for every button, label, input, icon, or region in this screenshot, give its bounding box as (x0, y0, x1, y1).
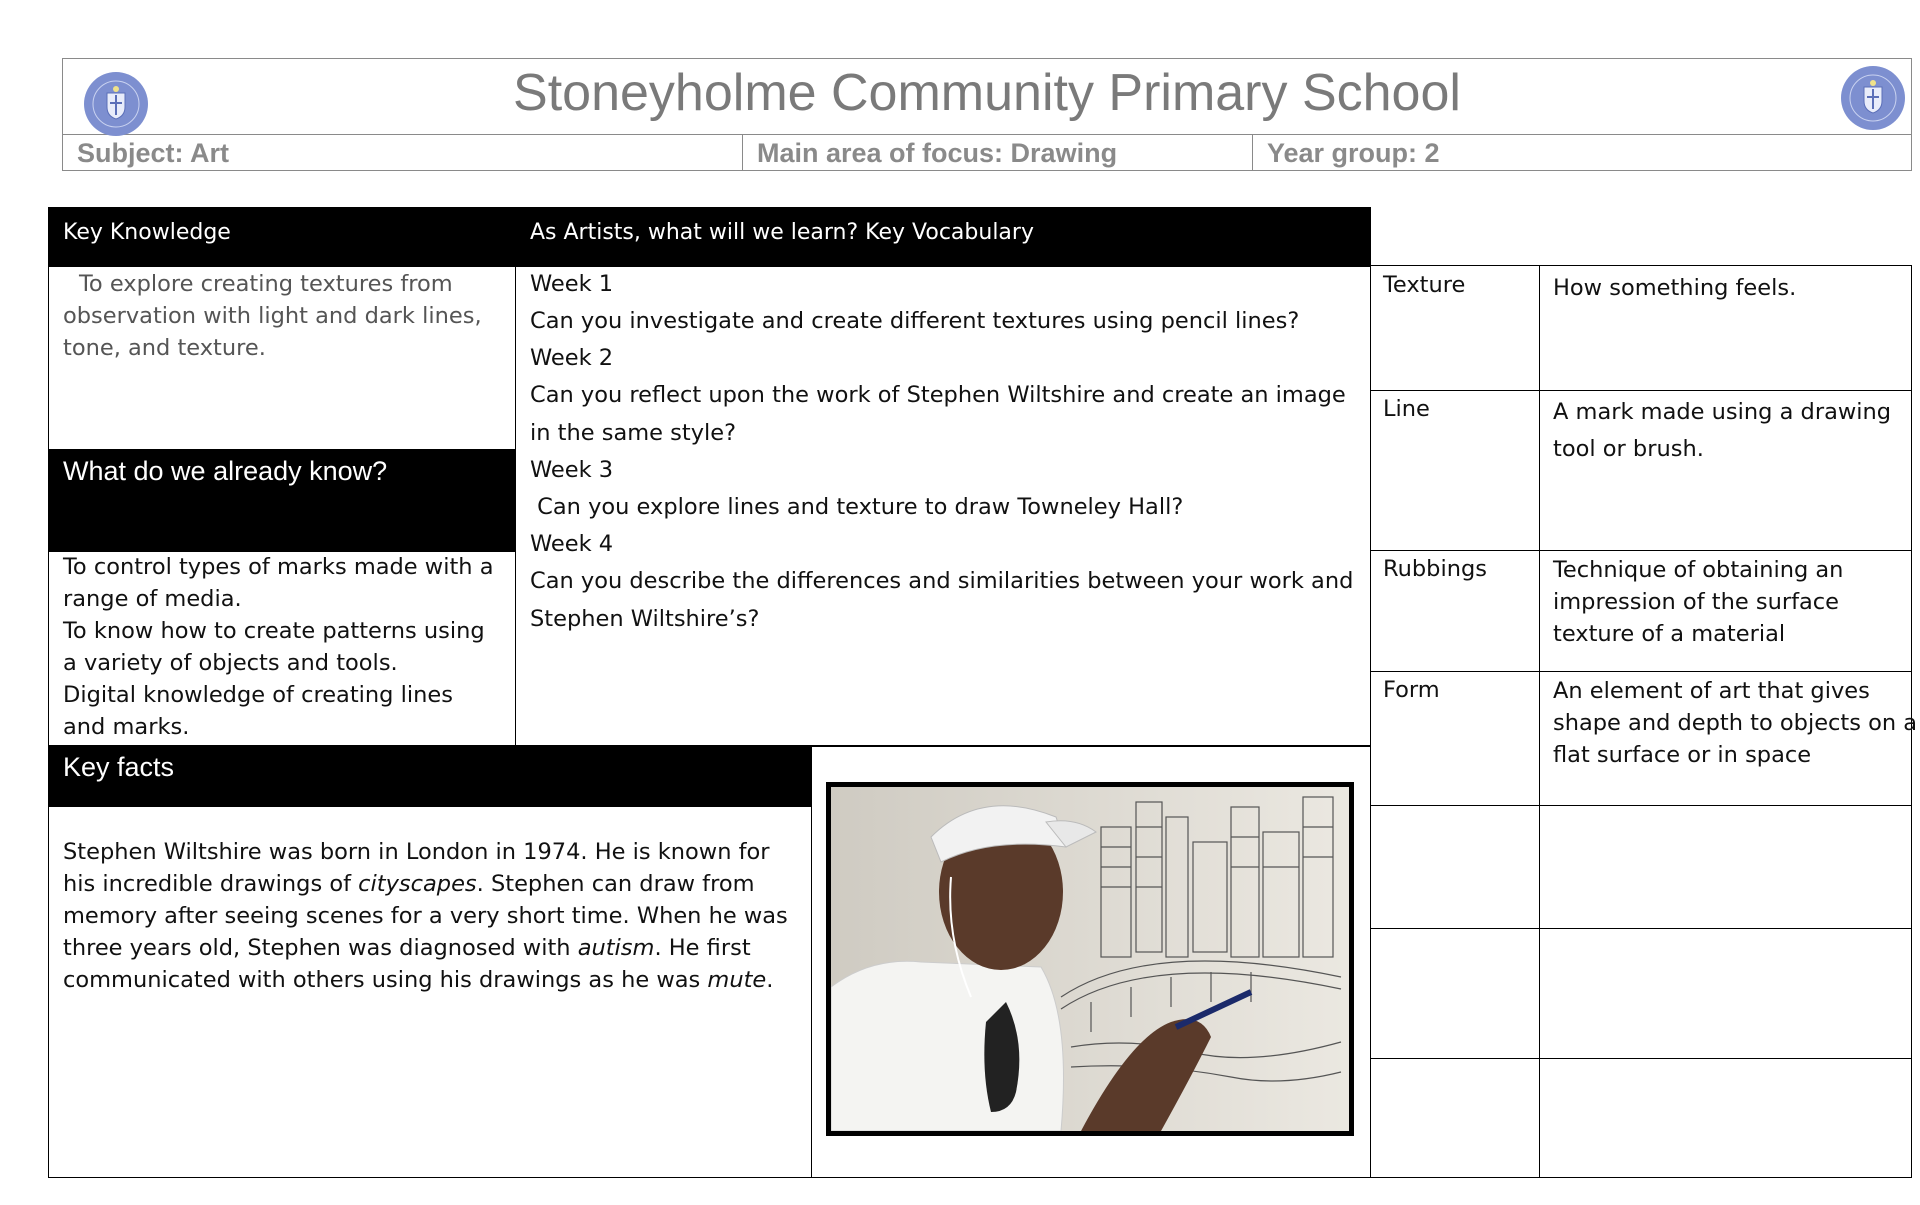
school-crest-right-icon (1840, 65, 1906, 131)
already-know-item: To control types of marks made with a range of media. (63, 554, 494, 612)
vocabulary-definition (1539, 1058, 1920, 1066)
artist-photo-illustration (831, 787, 1349, 1131)
key-knowledge-text: To explore creating textures from observation with light and dark lines, tone, and texture. (63, 271, 482, 361)
vocabulary-term (1371, 1058, 1563, 1070)
week-label: Week 2 (530, 345, 614, 371)
vocabulary-term (1371, 805, 1563, 817)
year-group-label: Year group: 2 (1267, 138, 1440, 168)
subject-info-row (62, 135, 1912, 171)
week-question: Can you investigate and create different textures using pencil lines? (530, 308, 1300, 334)
vocabulary-row (1371, 805, 1911, 929)
vocabulary-definition: Technique of obtaining an impression of the surface texture of a material (1553, 557, 1844, 647)
key-facts-cell (48, 806, 812, 1178)
vocabulary-table (1370, 265, 1918, 1178)
vocabulary-definition: A mark made using a drawing tool or brush. (1553, 399, 1892, 462)
vocabulary-row (1371, 390, 1911, 551)
artist-drawing-photo (826, 782, 1354, 1136)
vocabulary-row (1371, 928, 1911, 1059)
vocabulary-row (1371, 266, 1911, 391)
week-label: Week 1 (530, 271, 614, 297)
vocabulary-term: Form (1383, 677, 1440, 703)
key-facts-heading: Key facts (48, 745, 812, 807)
school-header (62, 58, 1912, 135)
key-facts-emphasis: autism (577, 935, 655, 961)
week-question: Can you explore lines and texture to draw Towneley Hall? (530, 494, 1184, 520)
key-facts-part: . Stephen can draw from memory after seeing scenes for a very short time. When he was three years old, Stephen was diagnosed with (63, 871, 788, 961)
vocabulary-row (1371, 550, 1911, 672)
already-know-cell (48, 551, 516, 746)
week-question: Can you reflect upon the work of Stephen Wiltshire and create an image in the same style? (530, 382, 1346, 446)
focus-label: Main area of focus: Drawing (743, 135, 1253, 170)
week-label: Week 3 (530, 457, 614, 483)
key-facts-part: Stephen Wiltshire was born in London in 1974. He is known for his incredible drawings of (63, 839, 770, 897)
week-question: Can you describe the differences and similarities between your work and Stephen Wiltshire’s? (530, 568, 1354, 632)
week-label: Week 4 (530, 531, 614, 557)
key-facts-emphasis: mute (707, 967, 767, 993)
vocabulary-row (1371, 1058, 1911, 1176)
school-crest-left-icon (83, 71, 149, 137)
key-facts-text (49, 806, 811, 996)
vocabulary-definition (1539, 805, 1920, 813)
vocabulary-definition: An element of art that gives shape and depth to objects on a flat surface or in space (1553, 678, 1918, 768)
vocabulary-term: Rubbings (1383, 556, 1487, 582)
already-know-heading: What do we already know? (48, 449, 516, 552)
key-facts-part: . He first communicated with others using his drawings as he was (63, 935, 751, 993)
vocabulary-row (1371, 671, 1918, 806)
vocabulary-term: Texture (1383, 272, 1466, 298)
key-facts-part: . (766, 967, 774, 993)
vocabulary-definition: How something feels. (1553, 275, 1797, 301)
already-know-item: Digital knowledge of creating lines and marks. (63, 682, 453, 740)
weekly-questions-cell (515, 266, 1371, 747)
key-knowledge-cell (48, 266, 516, 450)
already-know-item: To know how to create patterns using a variety of objects and tools. (63, 618, 485, 676)
learn-heading: As Artists, what will we learn? Key Vocabulary (515, 207, 1371, 267)
key-facts-emphasis: cityscapes (358, 871, 477, 897)
subject-label: Subject: Art (63, 135, 743, 170)
school-name: Stoneyholme Community Primary School (513, 64, 1461, 122)
vocabulary-term (1371, 928, 1563, 940)
vocabulary-definition (1539, 928, 1920, 936)
vocabulary-term: Line (1383, 396, 1430, 422)
key-knowledge-heading: Key Knowledge (48, 207, 516, 267)
